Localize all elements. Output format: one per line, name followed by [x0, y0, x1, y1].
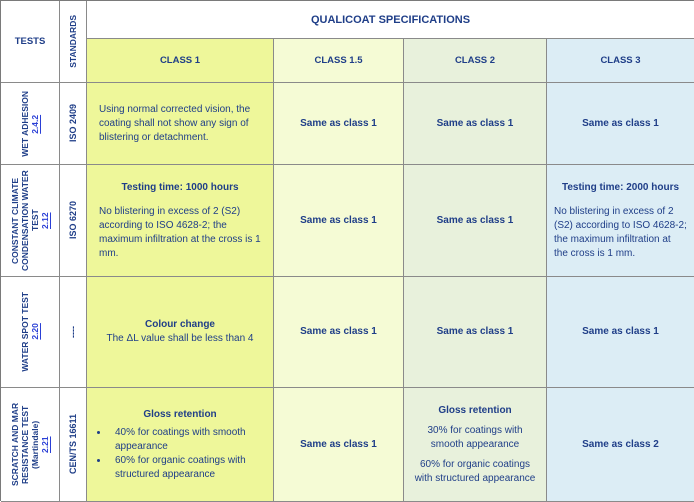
test-name-text: CONSTANT CLIMATE CONDENSATION WATER TEST	[10, 170, 40, 271]
class15-cell	[274, 165, 404, 277]
class1-cell	[87, 388, 274, 502]
test-ref-link[interactable]: 2.21	[40, 436, 50, 453]
test-name-cell	[1, 388, 60, 502]
standard-cell	[60, 165, 87, 277]
standards-header	[60, 1, 87, 83]
class3-header	[547, 39, 694, 83]
class2-header-label: CLASS 2	[454, 54, 496, 66]
class1-cell	[87, 165, 274, 277]
class2-header	[404, 39, 547, 83]
standard-text: ----	[68, 326, 78, 338]
class2-content	[404, 404, 546, 486]
list-item: • 60% for organic coatings with structured appearance	[109, 454, 265, 482]
class2-cell	[404, 388, 547, 502]
class3-cell	[547, 83, 694, 165]
class3-body: No blistering in excess of 2 (S2) according to ISO 4628-2; the maximum infiltration at the cross is 1 mm.	[554, 205, 687, 259]
class15-header	[274, 39, 404, 83]
class1-cell	[87, 277, 274, 388]
test-name-cell	[1, 277, 60, 388]
class1-title: Gloss retention	[143, 408, 217, 420]
class1-title: Colour change	[144, 319, 215, 330]
class1-text: Using normal corrected vision, the coating shall not show any sign of blistering or detachment.	[99, 103, 251, 143]
test-name-cell	[1, 83, 60, 165]
class2-cell	[404, 83, 547, 165]
test-name	[20, 91, 40, 157]
test-ref-link[interactable]: 2.12	[40, 212, 50, 229]
test-name-cell	[1, 165, 60, 277]
class3-title: Testing time: 2000 hours	[561, 181, 680, 193]
class3-header-label: CLASS 3	[600, 54, 641, 66]
test-name-text: WET ADHESION	[20, 90, 30, 157]
class1-body: No blistering in excess of 2 (S2) according to ISO 4628-2; the maximum infiltration at the cross is 1 mm.	[99, 205, 261, 259]
standard-cell	[60, 277, 87, 388]
class2-text: Same as class 1	[436, 117, 514, 129]
test-name	[20, 292, 40, 372]
class2-text: Same as class 1	[436, 214, 514, 226]
table-title-text: QUALICOAT SPECIFICATIONS	[310, 13, 471, 26]
test-ref-link[interactable]: 2.20	[30, 323, 40, 341]
class1-header	[87, 39, 274, 83]
list-item: • 40% for coatings with smooth appearance	[109, 426, 265, 454]
test-name-text: SCRATCH AND MAR RESISTANCE TEST (Martindale)	[10, 402, 40, 487]
class3-text: Same as class 1	[582, 326, 659, 337]
class15-cell	[274, 388, 404, 502]
class2-title: Gloss retention	[438, 404, 512, 416]
class15-cell	[274, 277, 404, 388]
tests-header-label: TESTS	[14, 35, 46, 47]
class1-content	[87, 408, 273, 482]
class15-text: Same as class 1	[300, 438, 377, 450]
class15-text: Same as class 1	[300, 326, 377, 337]
test-ref-link[interactable]: 2.4.2	[30, 114, 40, 133]
class15-text: Same as class 1	[300, 214, 377, 226]
standard-text: CEN/TS 16611	[68, 414, 78, 475]
test-name-text: WATER SPOT TEST	[20, 292, 30, 372]
class1-body: The ΔL value shall be less than 4	[106, 333, 254, 344]
class1-bullet-list	[95, 426, 265, 482]
class2-cell	[404, 277, 547, 388]
class1-content	[107, 318, 254, 346]
standard-text: ISO 2409	[68, 104, 78, 143]
class3-cell	[547, 165, 694, 277]
class2-text: Same as class 1	[436, 326, 514, 337]
standard-cell	[60, 388, 87, 502]
class3-text: Same as class 2	[582, 438, 659, 450]
class1-content	[87, 181, 273, 261]
standards-header-label: STANDARDS	[68, 15, 78, 68]
table-title	[87, 1, 694, 39]
class3-cell	[547, 277, 694, 388]
class2-cell	[404, 165, 547, 277]
tests-header	[1, 1, 60, 83]
class2-paragraph-2: 60% for organic coatings with structured appearance	[414, 458, 536, 484]
class3-cell	[547, 388, 694, 502]
class1-cell	[87, 83, 274, 165]
class2-paragraph-1: 30% for coatings with smooth appearance	[427, 424, 523, 450]
standard-text: ISO 6270	[68, 201, 78, 240]
standard-cell	[60, 83, 87, 165]
class1-title: Testing time: 1000 hours	[121, 181, 239, 193]
class15-cell	[274, 83, 404, 165]
class15-header-label: CLASS 1.5	[314, 54, 363, 66]
test-name	[10, 165, 50, 276]
class15-text: Same as class 1	[300, 117, 377, 129]
class3-text: Same as class 1	[582, 117, 659, 129]
class3-content	[547, 181, 694, 261]
test-name	[10, 388, 50, 501]
class1-header-label: CLASS 1	[159, 54, 201, 66]
